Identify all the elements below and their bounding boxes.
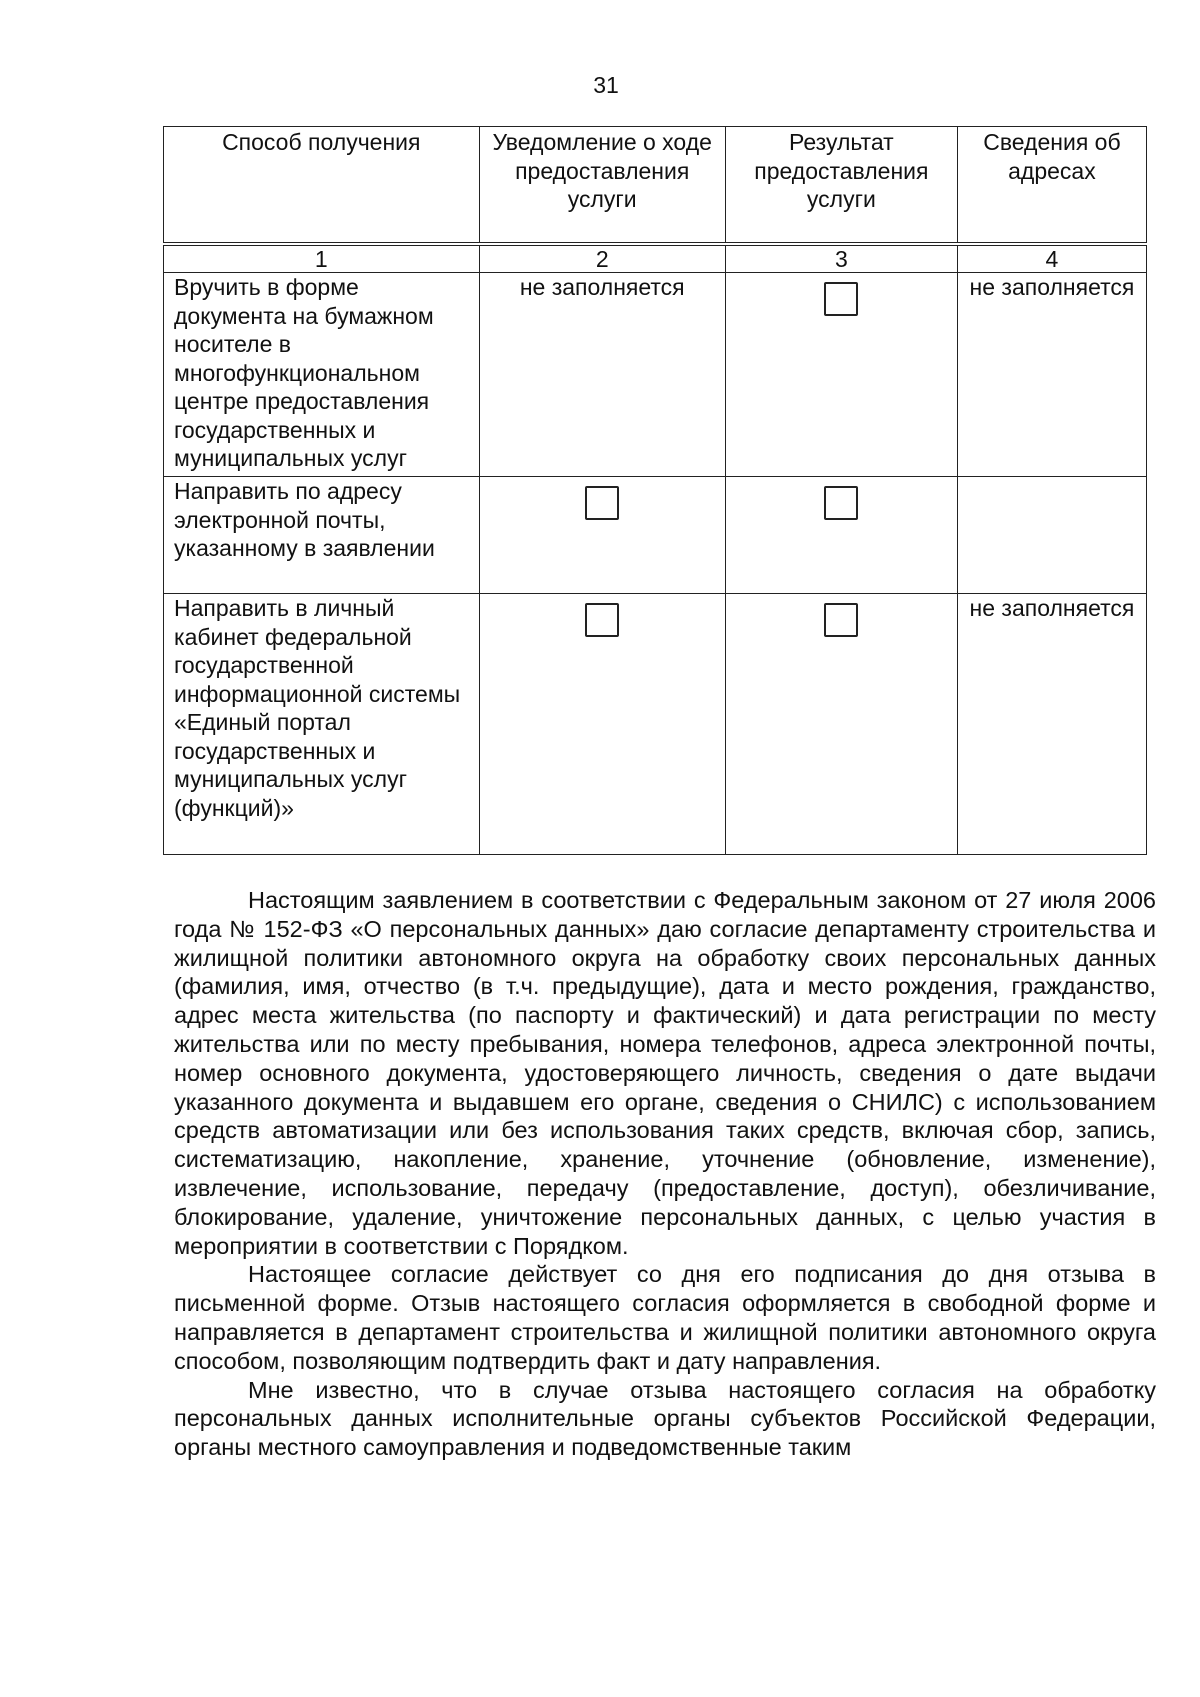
result-cell	[725, 594, 957, 855]
result-cell	[725, 273, 957, 477]
delivery-method-table	[163, 126, 1147, 855]
notification-checkbox[interactable]	[585, 603, 619, 637]
addresses-cell: не заполняется	[957, 273, 1146, 477]
method-cell: Направить в личный кабинет федеральной государственной информационной системы «Единый портал государственных и муниципальных услуг (функций)»	[164, 594, 480, 855]
page-number: 31	[593, 72, 619, 98]
result-checkbox[interactable]	[824, 282, 858, 316]
notification-cell	[479, 477, 725, 594]
header-result: Результат предоставления услуги	[725, 127, 957, 243]
notification-cell	[479, 594, 725, 855]
consent-paragraph: Мне известно, что в случае отзыва настоящего согласия на обработку персональных данных исполнительные органы субъектов Российской Федерации, органы местного самоуправления и подведомственные таким	[174, 1376, 1156, 1461]
method-cell: Вручить в форме документа на бумажном носителе в многофункциональном центре предоставления государственных и муниципальных услуг	[164, 273, 480, 477]
header-addresses: Сведения об адресах	[957, 127, 1146, 243]
result-checkbox[interactable]	[824, 603, 858, 637]
addresses-cell[interactable]	[957, 477, 1146, 594]
column-number: 3	[725, 246, 957, 273]
table-row	[164, 477, 1147, 594]
table-row	[164, 594, 1147, 855]
table-row	[164, 273, 1147, 477]
header-method: Способ получения	[164, 127, 480, 243]
consent-paragraph: Настоящим заявлением в соответствии с Федеральным законом от 27 июля 2006 года № 152-ФЗ «О персональных данных» даю согласие департаменту строительства и жилищной политики автономного округа на обработку своих персональных данных (фамилия, имя, отчество (в т.ч. предыдущие), дата и место рождения, гражданство, адрес места жительства (по паспорту и фактический) и дата регистрации по месту жительства или по месту пребывания, номера телефонов, адреса электронной почты, номер основного документа, удостоверяющего личность, сведения о дате выдачи указанного документа и выдавшем его органе, сведения о СНИЛС) с использованием средств автоматизации или без использования таких средств, включая сбор, запись, систематизацию, накопление, хранение, уточнение (обновление, изменение), извлечение, использование, передачу (предоставление, доступ), обезличивание, блокирование, удаление, уничтожение персональных данных, с целью участия в мероприятии в соответствии с Порядком.	[174, 887, 1156, 1259]
notification-cell: не заполняется	[479, 273, 725, 477]
column-number: 2	[479, 246, 725, 273]
column-number: 4	[957, 246, 1146, 273]
result-cell	[725, 477, 957, 594]
result-checkbox[interactable]	[824, 486, 858, 520]
header-notification: Уведомление о ходе предоставления услуги	[479, 127, 725, 243]
column-number-row	[164, 246, 1147, 273]
column-number: 1	[164, 246, 480, 273]
notification-checkbox[interactable]	[585, 486, 619, 520]
table-header-row	[164, 127, 1147, 243]
method-cell: Направить по адресу электронной почты, указанному в заявлении	[164, 477, 480, 594]
consent-paragraph: Настоящее согласие действует со дня его подписания до дня отзыва в письменной форме. Отзыв настоящего согласия оформляется в свободной форме и направляется в департамент строительства и жилищной политики автономного округа способом, позволяющим подтвердить факт и дату направления.	[174, 1261, 1156, 1374]
addresses-cell: не заполняется	[957, 594, 1146, 855]
consent-text	[174, 886, 1156, 1462]
